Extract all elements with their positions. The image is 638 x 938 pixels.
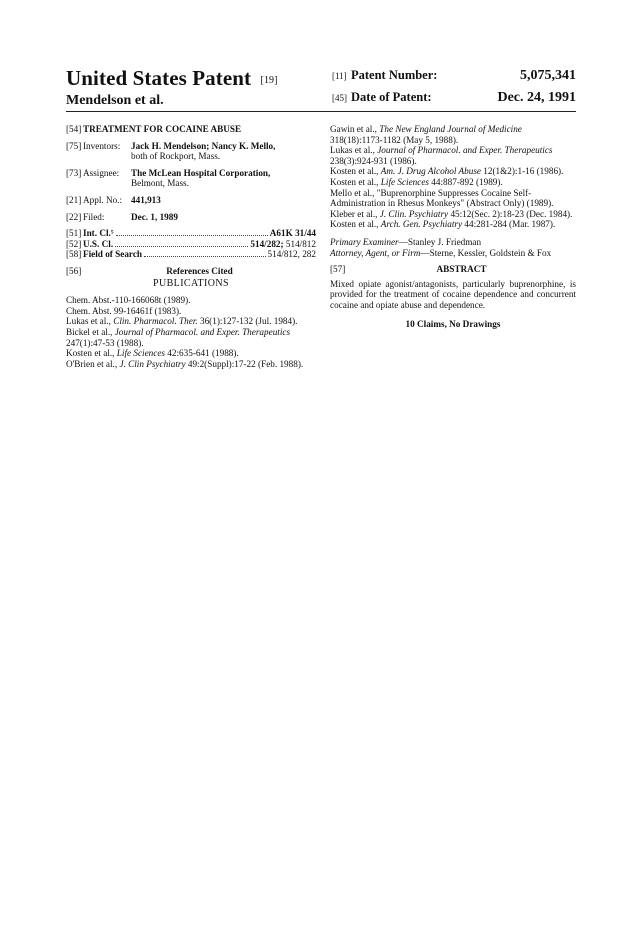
reference-item: Kosten et al., Life Sciences 44:887-892 (1989). (330, 176, 503, 187)
right-references (330, 124, 576, 230)
reference-item: Bickel et al., Journal of Pharmacol. and Exper. Therapeutics 247(1):47-53 (1988). (66, 326, 291, 348)
abstract-text: Mixed opiate agonist/antagonists, particularly buprenorphine, is provided for the treatment of cocaine dependence and concurrent cocaine and opiate abuse and dependence. (330, 278, 576, 310)
field-int-cl: [51] Int. Cl.⁵ A61K 31/44 (66, 228, 316, 239)
reference-item: Chem. Abst. 99-16461f (1983). (66, 305, 182, 316)
filed-date: Dec. 1, 1989 (131, 211, 178, 222)
reference-item: O'Brien et al., J. Clin Psychiatry 49:2(Suppl):17-22 (Feb. 1988). (66, 358, 304, 369)
references-heading: [56] References Cited (66, 265, 233, 276)
reference-item: Kleber et al., J. Clin. Psychiatry 45:12(Sec. 2):18-23 (Dec. 1984). (330, 208, 573, 219)
right-column (330, 124, 576, 329)
field-inventors: [75] Inventors: Jack H. Mendelson; Nancy K. Mello, both of Rockport, Mass. (66, 141, 316, 162)
reference-item: Lukas et al., Clin. Pharmacol. Ther. 36(1):127-132 (Jul. 1984). (66, 316, 298, 327)
patent-number-row (332, 68, 576, 90)
field-title: [54] TREATMENT FOR COCAINE ABUSE (66, 124, 242, 134)
field-assignee: [73] Assignee: The McLean Hospital Corporation, Belmont, Mass. (66, 168, 316, 189)
patent-number: 5,075,341 (520, 68, 576, 83)
examiner-block (330, 237, 576, 258)
patent-header-right (332, 68, 576, 112)
date-of-patent: Dec. 24, 1991 (497, 90, 576, 105)
int-cl: A61K 31/44 (269, 228, 316, 239)
inventors: Jack H. Mendelson; Nancy K. Mello, (131, 140, 276, 151)
us-cl: 514/282; (250, 238, 284, 249)
us-cl-extra: 514/812 (283, 238, 316, 249)
publications-heading: PUBLICATIONS (153, 277, 229, 289)
reference-item: Kosten et al., Arch. Gen. Psychiatry 44:281-284 (Mar. 1987). (330, 219, 556, 230)
appl-no: 441,913 (131, 194, 161, 205)
reference-item: Lukas et al., Journal of Pharmacol. and Exper. Therapeutics 238(3):924-931 (1986). (330, 145, 553, 166)
primary-examiner: —Stanley J. Friedman (398, 236, 482, 247)
field-search: [58] Field of Search 514/812, 282 (66, 249, 316, 260)
reference-item: Kosten et al., Life Sciences 42:635-641 (1988). (66, 348, 239, 359)
patent-number-code: [11] (332, 71, 347, 81)
title-code: [19] (260, 75, 278, 86)
left-references (66, 295, 316, 369)
attorney-label: Attorney, Agent, or Firm (330, 247, 421, 258)
reference-item: Kosten et al., Am. J. Drug Alcohol Abuse 12(1&2):1-16 (1986). (330, 166, 564, 177)
claims-summary: 10 Claims, No Drawings (405, 318, 501, 329)
header-divider (66, 111, 576, 112)
primary-examiner-label: Primary Examiner (330, 236, 399, 247)
reference-item: Chem. Abst.-110-166068t (1989). (66, 295, 191, 306)
patent-number-label: Patent Number: (351, 68, 438, 82)
patent-title: United States Patent (66, 66, 252, 90)
field-appl-no: [21] Appl. No.: 441,913 (66, 195, 316, 206)
field-filed: [22] Filed: Dec. 1, 1989 (66, 212, 316, 223)
inventors-location: both of Rockport, Mass. (131, 151, 221, 162)
date-row (332, 90, 576, 112)
field-of-search: 514/812, 282 (267, 249, 316, 260)
date-label: Date of Patent: (351, 90, 432, 104)
assignee-location: Belmont, Mass. (131, 178, 189, 189)
assignee: The McLean Hospital Corporation, (131, 167, 271, 178)
attorney: —Sterne, Kessler, Goldstein & Fox (420, 247, 552, 258)
patent-header-left (66, 66, 336, 109)
date-code: [45] (332, 93, 347, 103)
inventors-short: Mendelson et al. (66, 93, 164, 108)
invention-title: TREATMENT FOR COCAINE ABUSE (83, 124, 242, 134)
abstract-heading: [57] ABSTRACT (330, 264, 487, 275)
field-us-cl: [52] U.S. Cl. 514/282; 514/812 (66, 238, 316, 249)
reference-item: Mello et al., "Buprenorphine Suppresses Cocaine Self-Administration in Rhesus Monkeys" (Abstract Only) (1989). (330, 187, 554, 209)
reference-item: Gawin et al., The New England Journal of Medicine 318(18):1173-1182 (May 5, 1988). (330, 124, 522, 145)
left-column (66, 124, 316, 369)
